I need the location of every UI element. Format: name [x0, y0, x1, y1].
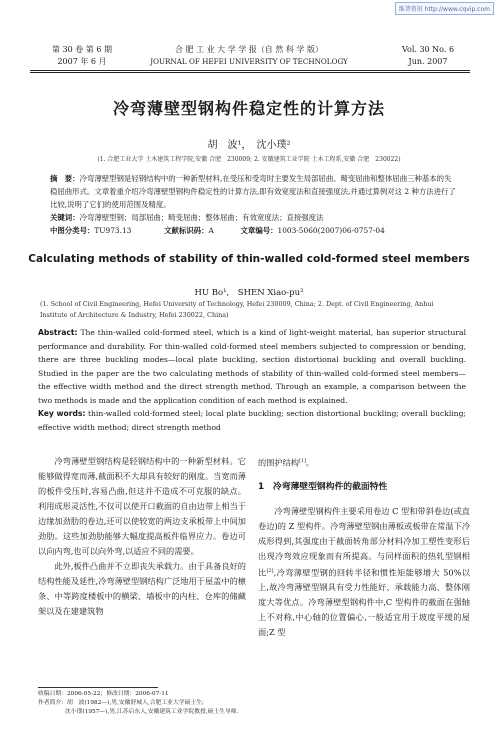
- footnote-rule: [38, 687, 158, 688]
- header-rule: [30, 70, 470, 71]
- header-journal-zh: 合 肥 工 业 大 学 学 报（自 然 科 学 版）: [175, 45, 323, 54]
- paper-title-en: Calculating methods of stability of thin-walled cold-formed steel members: [28, 253, 470, 265]
- abstract-zh: [50, 172, 458, 237]
- body-text: 冷弯薄壁型钢构件主要采用卷边 C 型和带斜卷边(或直卷边)的 Z 型构件。冷弯薄壁型钢由薄板或板带在常温下冷成形得到,其强度由于截面转角部分材料冷加工塑性变形后出现冷弯效应现象而有所提高。与同样面积的热轧型钢相比: [258, 505, 470, 578]
- header-vol-no: Vol. 30 No. 6: [401, 45, 455, 54]
- footnote-author1: 作者简介：胡 波(1982—),男,安徽舒城人,合肥工业大学硕士生;: [38, 700, 204, 706]
- keywords-en-text: thin-walled cold-formed steel; local plate buckling; section distortional buckling; overall buckling; effective width method; direct strength method: [38, 409, 466, 432]
- body-left-column: [38, 454, 246, 619]
- body-text: ,冷弯薄壁型钢的回转半径和惯性矩能够增大 50%以上,故冷弯薄壁型钢具有受力性能好、承载能力高、整体刚度大等优点。冷弯薄壁型钢构件中,C 型构件的截面在强轴上不对称,中心轴的位置偏心,一般适宜用于坡度平缓的屋面;Z 型: [258, 567, 470, 638]
- header-journal-en: JOURNAL OF HEFEI UNIVERSITY OF TECHNOLOGY: [150, 57, 348, 66]
- body-right-column: [258, 454, 470, 640]
- body-text: 的围护结构: [258, 457, 299, 468]
- article-number-label: 文章编号：: [240, 226, 278, 235]
- abstract-en-label: Abstract:: [38, 328, 78, 337]
- citation-ref: [1]: [298, 458, 306, 464]
- keywords-zh-text: 冷弯薄壁型钢；局部屈曲；畸变屈曲；整体屈曲；有效宽度法；直接强度法: [79, 213, 324, 222]
- abstract-zh-label: 摘 要：: [50, 174, 80, 183]
- header-journal: [138, 44, 360, 68]
- class-number-value: TU973.13: [94, 226, 132, 235]
- header-date-zh: 2007 年 6 月: [57, 57, 107, 66]
- article-number-value: 1003-5060(2007)06-0757-04: [277, 226, 385, 235]
- keywords-zh-label: 关键词：: [50, 213, 80, 222]
- citation-ref: [2]: [266, 567, 274, 574]
- class-number-label: 中图分类号：: [50, 226, 95, 235]
- affiliation-en: (1. School of Civil Engineering, Hefei University of Technology, Hefei 230009, China; 2. Dept. of Civil Engineering, Anhui Institute of Architecture & Industry, Hefei 230022, China): [40, 300, 434, 319]
- body-paragraph: 冷弯薄壁型钢结构是轻钢结构中的一种新型材料。它能够做得宽而薄,截面积不大却具有较好的刚度。当宽而薄的板件受压时,容易凸曲,但这并不造成不可克服的缺点。利用成形灵活性,不仅可以使开口截面的自由边带上相当于边缘加劲肋的卷边,还可以使较宽的两边支承板带上中间加劲肋。这些加劲肋能够大幅度提高板件临界应力。卷边可以向内弯,也可以向外弯,以适应不同的需要。: [38, 456, 246, 556]
- header-volume: [36, 44, 128, 68]
- paper-title-zh: 冷弯薄壁型钢构件稳定性的计算方法: [112, 99, 385, 118]
- doc-code-label: 文献标识码：: [164, 226, 209, 235]
- section-heading: 1 冷弯薄壁型钢构件的截面特性: [258, 481, 388, 492]
- body-paragraph: 此外,板件凸曲并不立即丧失承载力。由于具备良好的结构性能及延性,冷弯薄壁型钢结构广泛地用于屋盖中的檩条、中等跨度楼板中的横梁、墙板中的内柱、仓库的储藏架以及在建建筑物: [38, 561, 246, 616]
- abstract-en-text: The thin-walled cold-formed steel, which is a kind of light-weight material, has superior structural performance and durability. For thin-walled cold-formed steel members subjected to compression or bending, there are three buckling modes—local plate buckling, section distortional buckling and overall buckling. Studied in the paper are the two calculating methods of stability of thin-walled cold-formed steel members—the effective width method and the direct strength method. Through an example, a comparison between the two methods is made and the application condition of each method is explained.: [38, 328, 466, 405]
- authors-zh: 胡 波¹， 沈小璞²: [207, 140, 291, 151]
- body-text: 。: [305, 457, 315, 468]
- doc-code-value: A: [208, 226, 214, 235]
- abstract-en: [38, 326, 466, 434]
- abstract-zh-text: 冷弯薄壁型钢是轻钢结构中的一种新型材料,在受压和受弯时主要发生局部屈曲、畸变屈曲和整体屈曲三种基本的失稳屈曲形式。文章着重介绍冷弯薄壁型钢构件稳定性的计算方法,即有效宽度法和直接强度法,并通过算例对这 2 种方法进行了比较,说明了它们的使用范围及精度。: [50, 174, 456, 209]
- header-volume-issue: 第 30 卷 第 6 期: [52, 45, 112, 54]
- footnote-author2: 沈小璞(1957—),男,江苏启东人,安徽建筑工业学院教授,硕士生导师.: [65, 709, 239, 715]
- authors-en: HU Bo¹, SHEN Xiao-pu²: [194, 288, 304, 298]
- watermark-badge: 维普资讯 http://www.cqvip.com: [395, 2, 494, 15]
- keywords-en-label: Key words:: [38, 409, 86, 418]
- header-volume-en: [388, 44, 468, 68]
- header-date-en: Jun. 2007: [408, 57, 448, 66]
- footnote-received: 收稿日期：2006-05-22；修改日期：2006-07-11: [38, 691, 169, 697]
- affiliation-zh: (1. 合肥工业大学 土木建筑工程学院,安徽 合肥 230009; 2. 安徽建筑工业学院 土木工程系,安徽 合肥 230022): [97, 156, 401, 163]
- header-rule-thin: [30, 72, 470, 73]
